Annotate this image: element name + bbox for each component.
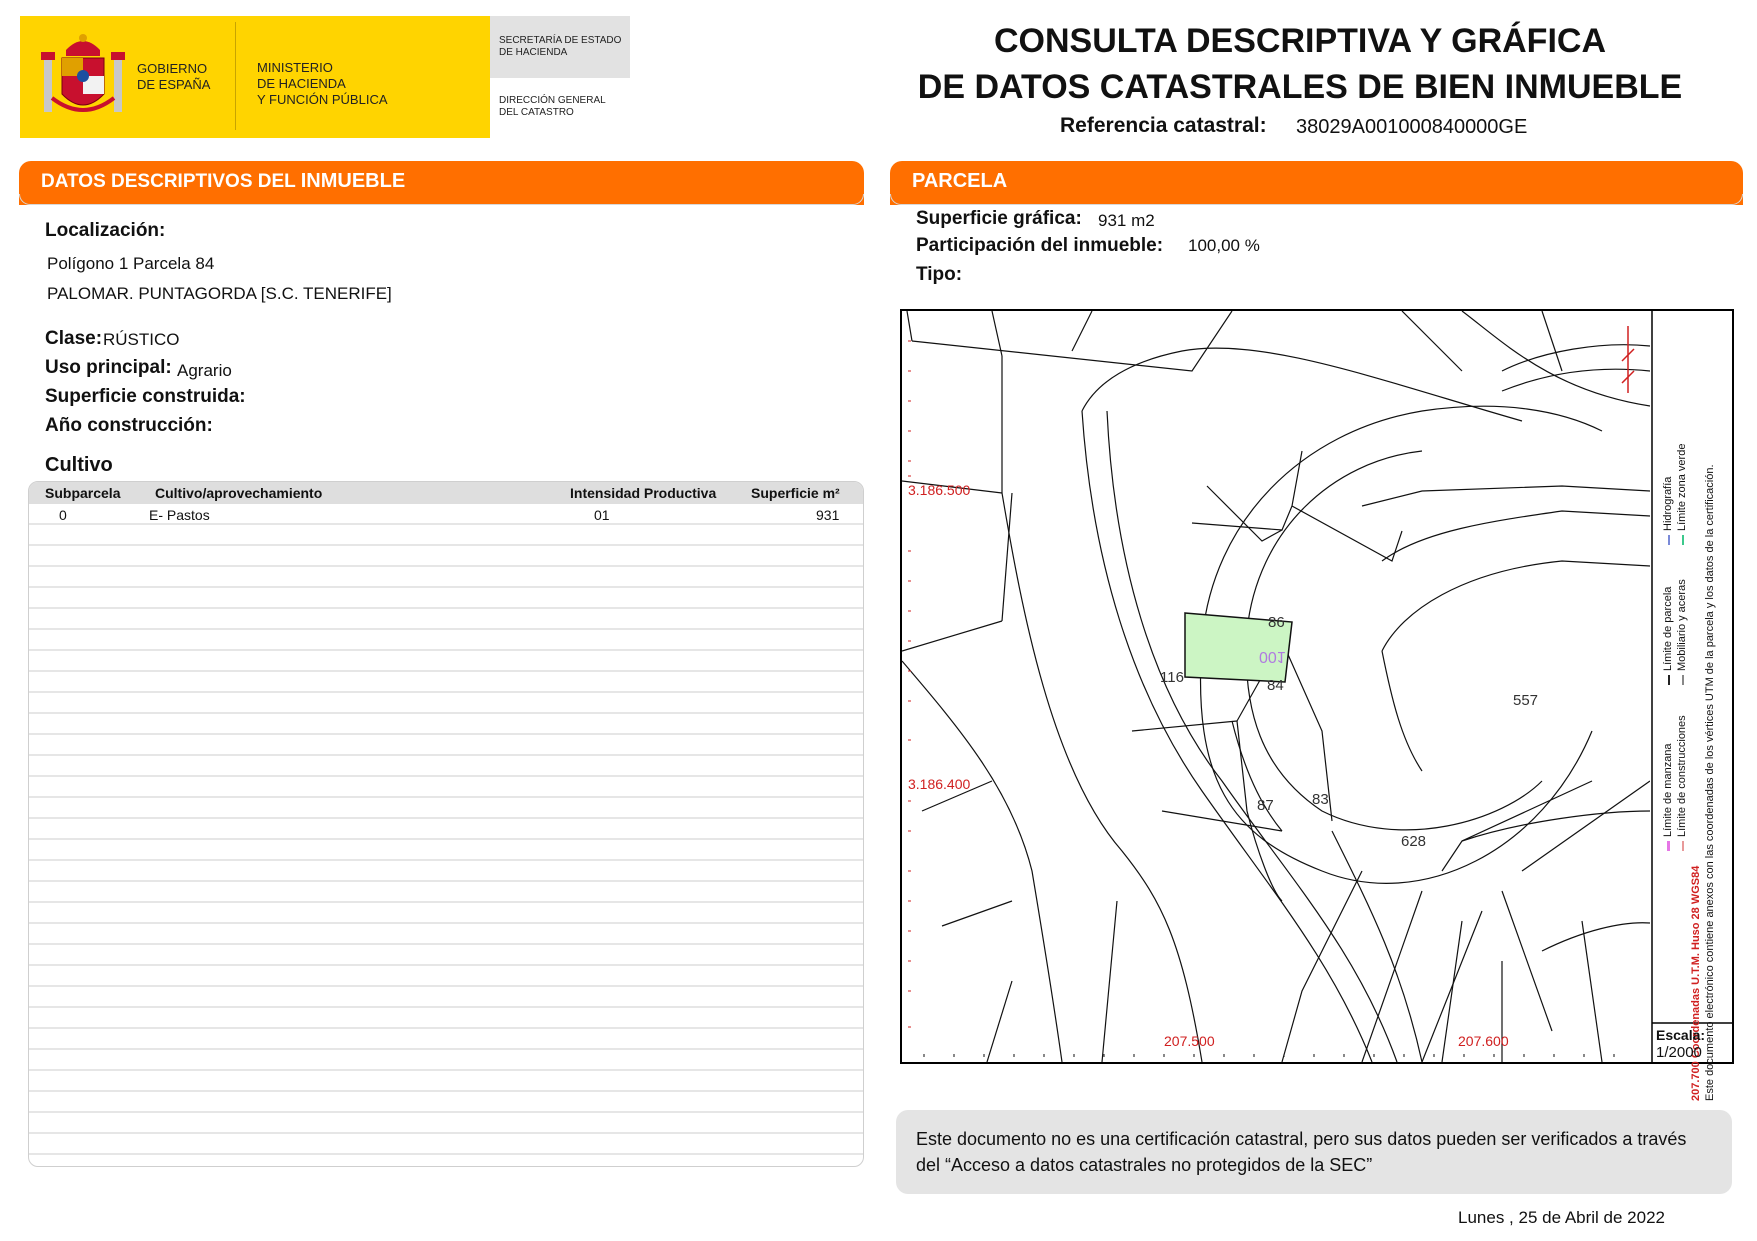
uso-value: Agrario [177, 361, 232, 380]
cell-subparcela: 0 [59, 507, 67, 523]
table-row-empty [29, 714, 863, 735]
table-row-empty [29, 945, 863, 966]
escala-value: 1/2000 [1656, 1044, 1702, 1061]
participacion-value: 100,00 % [1188, 236, 1260, 255]
parcel-label-116: 116 [1160, 669, 1184, 686]
col-subparcela: Subparcela [45, 485, 121, 501]
anio-construccion-label: Año construcción: [45, 415, 213, 436]
parcel-label-557: 557 [1513, 692, 1539, 709]
cell-cultivo: E- Pastos [149, 507, 210, 523]
table-row-empty [29, 861, 863, 882]
gov-label: GOBIERNO DE ESPAÑA [137, 61, 211, 92]
superficie-construida-label: Superficie construida: [45, 386, 246, 407]
sup-grafica-value: 931 m2 [1098, 211, 1155, 230]
table-row [29, 504, 863, 525]
table-row-empty [29, 1134, 863, 1155]
sup-grafica-label: Superficie gráfica: [916, 208, 1082, 229]
table-row-empty [29, 567, 863, 588]
table-row-empty [29, 1092, 863, 1113]
localizacion-line2: PALOMAR. PUNTAGORDA [S.C. TENERIFE] [47, 284, 392, 303]
table-row-empty [29, 1071, 863, 1092]
table-row-empty [29, 693, 863, 714]
coord-y-bottom: 3.186.400 [908, 776, 971, 792]
parcel-label-87: 87 [1257, 797, 1274, 814]
col-superficie: Superficie m² [751, 485, 840, 501]
parcel-label-83: 83 [1312, 791, 1329, 808]
col-cultivo: Cultivo/aprovechamiento [155, 485, 323, 501]
ref-value: 38029A001000840000GE [1296, 116, 1528, 138]
coord-x-right: 207.600 [1458, 1033, 1509, 1049]
table-row-empty [29, 651, 863, 672]
clase-value: RÚSTICO [103, 330, 180, 349]
page-title: CONSULTA DESCRIPTIVA Y GRÁFICA DE DATOS CATASTRALES DE BIEN INMUEBLE [917, 22, 1683, 106]
table-row-empty [29, 903, 863, 924]
parcela-underline [890, 194, 1743, 205]
table-header [29, 482, 863, 504]
ref-label: Referencia catastral: [1060, 114, 1267, 137]
tipo-label: Tipo: [916, 264, 963, 285]
map-legend: Límite de manzana Límite de parcela Hidrografía Límite de construcciones Mobiliario y aceras Límite zona verde 207.700 Coordenadas U.T.M. Huso 28 WGS84 Este documento electrónico contiene anexos con las coordenadas de los vértices UTM de la parcela y los datos de la certificación. [1662, 443, 1716, 1101]
localizacion-line1: Polígono 1 Parcela 84 [47, 254, 215, 273]
cultivo-table [28, 481, 864, 1167]
escala-label: Escala: [1656, 1027, 1706, 1043]
logo-divider [235, 22, 236, 130]
parcel-label-86: 86 [1268, 614, 1285, 631]
table-row-empty [29, 756, 863, 777]
table-row-empty [29, 1008, 863, 1029]
coat-of-arms-icon [38, 30, 128, 122]
cultivo-title: Cultivo [45, 454, 113, 476]
coord-y-top: 3.186.500 [908, 482, 971, 498]
north-arrow-icon [1622, 326, 1634, 393]
table-row-empty [29, 798, 863, 819]
table-row-empty [29, 924, 863, 945]
cell-superficie: 931 [816, 507, 840, 523]
parcel-label-628: 628 [1401, 833, 1427, 850]
table-row-empty [29, 525, 863, 546]
table-row-empty [29, 588, 863, 609]
parcel-label-001: 001 [1259, 648, 1286, 665]
datos-descriptivos-underline [19, 194, 864, 205]
table-row-empty [29, 987, 863, 1008]
table-row-empty [29, 672, 863, 693]
table-row-empty [29, 1029, 863, 1050]
cell-intensidad: 01 [594, 507, 610, 523]
parcel-label-84: 84 [1267, 677, 1284, 694]
table-row-empty [29, 609, 863, 630]
table-row-empty [29, 1113, 863, 1134]
map-drawing [902, 311, 1732, 1062]
disclaimer: Este documento no es una certificación catastral, pero sus datos pueden ser verificados a través del “Acceso a datos catastrales no protegidos de la SEC” [896, 1110, 1732, 1194]
table-row-empty [29, 819, 863, 840]
coord-x-left: 207.500 [1164, 1033, 1215, 1049]
localizacion-label: Localización: [45, 220, 166, 241]
direccion-label: DIRECCIÓN GENERAL DEL CATASTRO [499, 95, 606, 118]
uso-label: Uso principal: [45, 357, 172, 378]
table-row-empty [29, 840, 863, 861]
col-intensidad: Intensidad Productiva [570, 485, 717, 501]
table-row-empty [29, 735, 863, 756]
table-row-empty [29, 966, 863, 987]
table-row-empty [29, 777, 863, 798]
table-row-empty [29, 630, 863, 651]
datos-descriptivos-header: DATOS DESCRIPTIVOS DEL INMUEBLE [19, 161, 864, 205]
empty-rows [29, 525, 863, 1155]
cadastral-map [900, 309, 1734, 1101]
table-row-empty [29, 546, 863, 567]
parcela-header: PARCELA [890, 161, 1743, 205]
clase-label: Clase: [45, 328, 103, 349]
secretaria-label: SECRETARÍA DE ESTADO DE HACIENDA [499, 35, 622, 58]
document-date: Lunes , 25 de Abril de 2022 [1458, 1208, 1665, 1227]
participacion-label: Participación del inmueble: [916, 235, 1164, 256]
ministry-label: MINISTERIO DE HACIENDA Y FUNCIÓN PÚBLICA [257, 60, 388, 107]
table-row-empty [29, 1050, 863, 1071]
table-row-empty [29, 882, 863, 903]
